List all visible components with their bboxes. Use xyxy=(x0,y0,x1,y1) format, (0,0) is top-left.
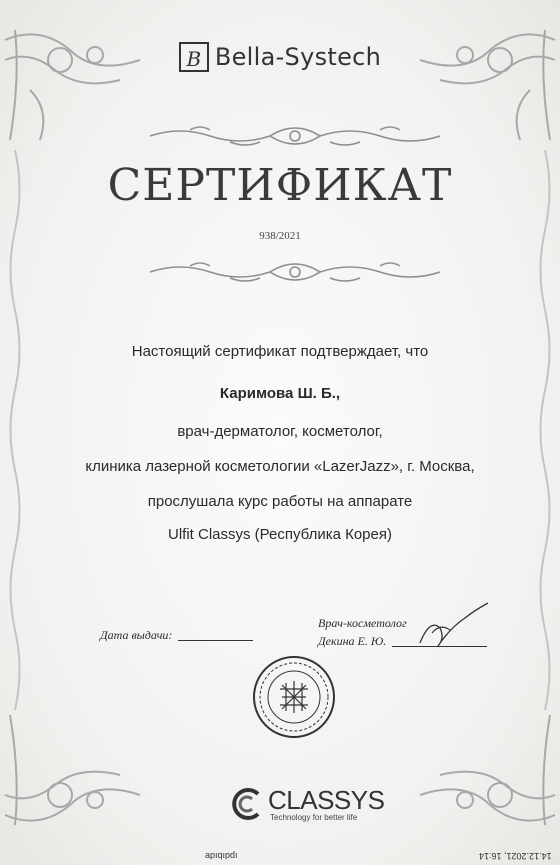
logo-letter: B xyxy=(186,47,202,71)
brand-header xyxy=(0,42,560,72)
signatory-title: Врач-косметолог xyxy=(318,616,407,630)
scan-footer xyxy=(0,848,560,865)
issue-date-label: Дата выдачи: xyxy=(100,628,173,642)
corner-ornament-top-left xyxy=(0,20,150,150)
scan-timestamp: 14.12.2021, 16:14 xyxy=(479,851,552,861)
classys-swirl-icon xyxy=(228,786,264,822)
signatory-name: Декина Е. Ю. xyxy=(318,634,387,648)
certificate-title: СЕРТИФИКАТ xyxy=(107,160,453,211)
divider-ornament-top xyxy=(150,122,440,150)
divider-ornament-bottom xyxy=(150,258,440,286)
recipient-clinic: клиника лазерной косметологии «LazerJazz», г. Москва, xyxy=(85,458,475,475)
round-seal-stamp-icon xyxy=(252,655,336,739)
issue-date-field xyxy=(100,628,253,643)
corner-ornament-bottom-right xyxy=(410,705,560,835)
classys-name: CLASSYS xyxy=(268,784,385,815)
classys-logo xyxy=(228,786,384,822)
bella-systech-logo-icon xyxy=(179,42,209,72)
recipient-profession: врач-дерматолог, косметолог, xyxy=(177,423,383,440)
corner-ornament-bottom-left xyxy=(0,705,150,835)
scan-footer-left-text: ıpdıbıdɐ xyxy=(205,851,238,861)
device-name: Ulfit Classys (Республика Корея) xyxy=(168,526,392,543)
confirmation-text: Настоящий сертификат подтверждает, что xyxy=(131,343,429,360)
recipient-name: Каримова Ш. Б., xyxy=(219,385,341,402)
course-description: прослушала курс работы на аппарате xyxy=(147,493,413,510)
issue-date-line xyxy=(178,640,253,641)
classys-tagline: Technology for better life xyxy=(270,812,358,822)
brand-name: Bella-Systech xyxy=(214,43,382,71)
handwritten-signature xyxy=(410,598,490,658)
certificate-number: 938/2021 xyxy=(259,230,301,242)
